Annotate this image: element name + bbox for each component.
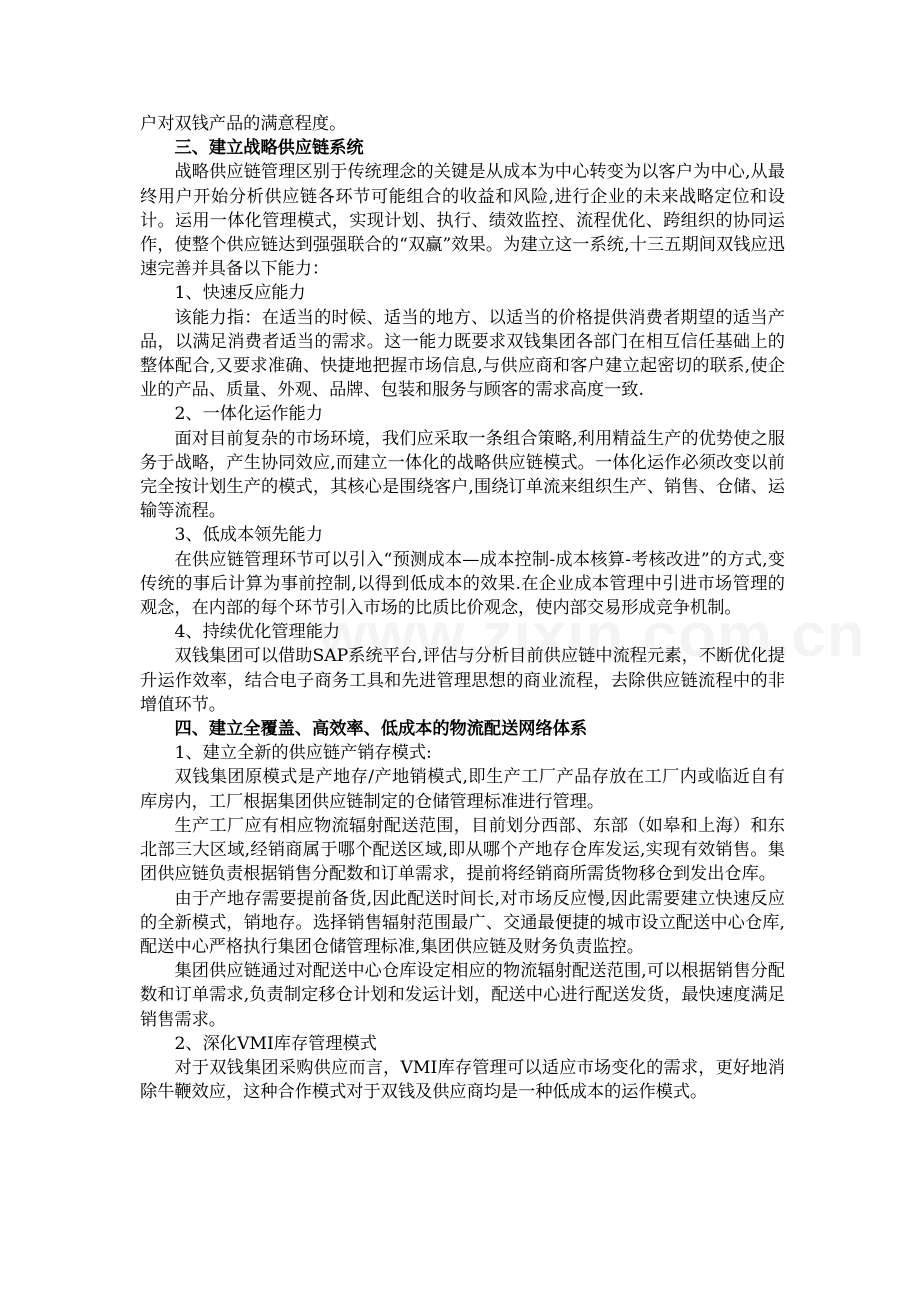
paragraph: 生产工厂应有相应物流辐射配送范围，目前划分西部、东部（如皋和上海）和东北部三大区域,经销商属于哪个配送区域,即从哪个产地存仓库发运,实现有效销售。集团供应链负责根据销售分配数和订单需求，提前将经销商所需货物移仓到发出仓库。 [140,815,785,885]
subheading: 2、一体化运作能力 [174,404,323,425]
paragraph: 双钱集团可以借助SAP系统平台,评估与分析目前供应链中流程元素，不断优化提升运作效率，结合电子商务工具和先进管理思想的商业流程，去除供应链流程中的非增值环节。 [140,646,785,715]
paragraph: 该能力指：在适当的时候、适当的地方、以适当的价格提供消费者期望的适当产品，以满足消费者适当的需求。这一能力既要求双钱集团各部门在相互信任基础上的整体配合,又要求准确、快捷地把握市场信息,与供应商和客户建立起密切的联系,使企业的产品、质量、外观、品牌、包装和服务与顾客的需求高度一致. [140,307,785,401]
paragraph: 由于产地存需要提前备货,因此配送时间长,对市场反应慢,因此需要建立快速反应的全新模式，销地存。选择销售辐射范围最广、交通最便捷的城市设立配送中心仓库,配送中心严格执行集团仓储管理标准,集团供应链及财务负责监控。 [140,888,785,957]
section-heading-3: 三、建立战略供应链系统 [174,138,364,159]
subheading: 4、持续优化管理能力 [174,622,341,643]
subheading: 1、建立全新的供应链产销存模式: [174,743,432,764]
paragraph: 对于双钱集团采购供应而言，VMI库存管理可以适应市场变化的需求，更好地消除牛鞭效应，这种合作模式对于双钱及供应商均是一种低成本的运作模式。 [140,1057,785,1103]
document-body [140,112,785,1104]
subheading: 2、深化VMI库存管理模式 [174,1033,377,1054]
section-heading-4: 四、建立全覆盖、高效率、低成本的物流配送网络体系 [174,719,588,740]
paragraph: 双钱集团原模式是产地存/产地销模式,即生产工厂产品存放在工厂内或临近自有库房内，工厂根据集团供应链制定的仓储管理标准进行管理。 [140,767,785,812]
paragraph-continuation: 户对双钱产品的满意程度。 [140,114,347,134]
subheading: 1、快速反应能力 [174,283,306,304]
paragraph: 集团供应链通过对配送中心仓库设定相应的物流辐射配送范围,可以根据销售分配数和订单需求,负责制定移仓计划和发运计划，配送中心进行配送发货，最快速度满足销售需求。 [140,961,785,1030]
paragraph: 面对目前复杂的市场环境，我们应采取一条组合策略,利用精益生产的优势使之服务于战略，产生协同效应,而建立一体化的战略供应链模式。一体化运作必须改变以前完全按计划生产的模式，其核心是围绕客户,围绕订单流来组织生产、销售、仓储、运输等流程。 [140,428,785,522]
paragraph: 战略供应链管理区别于传统理念的关键是从成本为中心转变为以客户为中心,从最终用户开始分析供应链各环节可能组合的收益和风险,进行企业的未来战略定位和设计。运用一体化管理模式，实现计划、执行、绩效监控、流程优化、跨组织的协同运作，使整个供应链达到强强联合的“双赢”效果。为建立这一系统,十三五期间双钱应迅速完善并具备以下能力： [140,162,785,280]
paragraph: 在供应链管理环节可以引入“预测成本—成本控制-成本核算-考核改进”的方式,变传统的事后计算为事前控制,以得到低成本的效果.在企业成本管理中引进市场管理的观念，在内部的每个环节引入市场的比质比价观念，使内部交易形成竞争机制。 [140,549,785,619]
subheading: 3、低成本领先能力 [174,525,323,546]
